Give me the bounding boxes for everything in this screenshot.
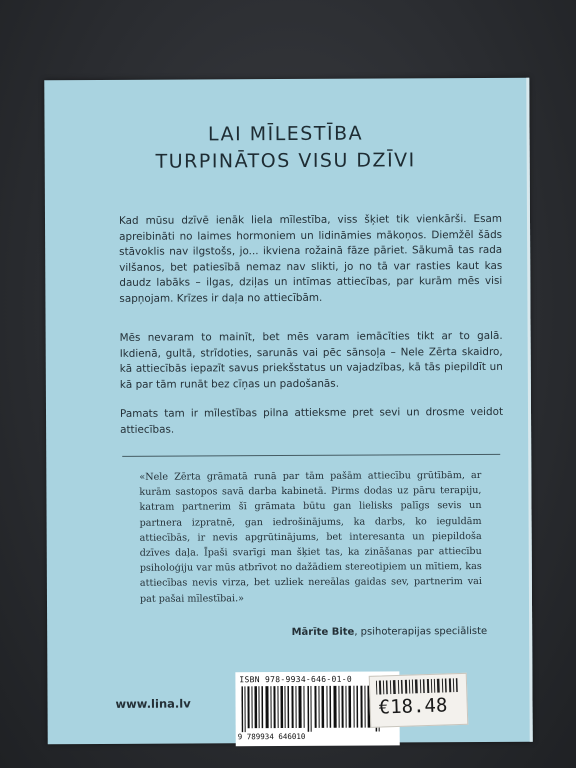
- title-line-1: LAI MĪLESTĪBA: [207, 122, 364, 146]
- isbn-text: ISBN 978-9934-646-01-0: [239, 674, 352, 685]
- testimonial-quote: «Nele Zērta grāmatā runā par tām pašām attiecību grūtībām, ar kurām sastopos savā darba kabinetā. Pirms dodas uz pāru terapiju, katram partnerim šī grāmata būtu gan lielisks palīgs sevis un partnera izpratnē, gan iedrošinājums, ka darbs, ko ieguldām attiecībās, ir nevis apgrūtinājums, bet interesanta un piepildoša dzīves daļa. Īpaši svarīgi man šķiet tas, ka zināšanas par attiecību psiholoģiju var mūs atbrīvot no dažādiem stereotipiem un mītiem, kas attiecības nevis virza, bet uzliek nereālas gaidas sev, partnerim vai pat pašai mīlestībai.»: [139, 469, 482, 605]
- publisher-website: www.lina.lv: [115, 696, 191, 711]
- author-name: Mārīte Bite: [291, 626, 355, 638]
- blurb-paragraph-1: Kad mūsu dzīvē ienāk liela mīlestība, viss šķiet tik vienkārši. Esam apreibināti no laimes hormoniem un lidināmies mākoņos. Diemžēl šāds stāvoklis nav ilgstošs, jo... ikviena rožainā fāze pāriet. Sākumā tas rada vilšanos, bet patiesībā nemaz nav slikti, jo no tā var rasties kaut kas daudz labāks – ilgas, dziļas un intīmas attiecības, par kurām mēs visi sapņojam. Krīzes ir daļa no attiecībām.: [118, 212, 503, 305]
- title-line-2: TURPINĀTOS VISU DZĪVI: [155, 149, 416, 173]
- author-role: , psihoterapijas speciāliste: [354, 625, 488, 638]
- blurb-paragraph-2: Mēs nevaram to mainīt, bet mēs varam iemācīties tikt ar to galā. Ikdienā, gultā, strīdoties, sarunās vai pēc sānsoļa – Nele Zērta skaidro, kā attiecībās iepazīt savus priekšstatus un vajadzības, kā tās piepildīt un kā par tām runāt bez cīņas un padošanās.: [119, 329, 503, 391]
- price-label: €18.48: [378, 694, 448, 719]
- blurb-paragraph-3: Pamats tam ir mīlestības pilna attieksme pret sevi un drosme veidot attiecības.: [119, 405, 504, 436]
- price-sticker: [369, 673, 469, 728]
- barcode-number: 9 789934 646010: [237, 731, 306, 742]
- divider: [122, 454, 500, 457]
- book-back-cover: [44, 78, 532, 745]
- testimonial-author: [177, 626, 487, 639]
- price-sticker-barcode: [376, 678, 460, 695]
